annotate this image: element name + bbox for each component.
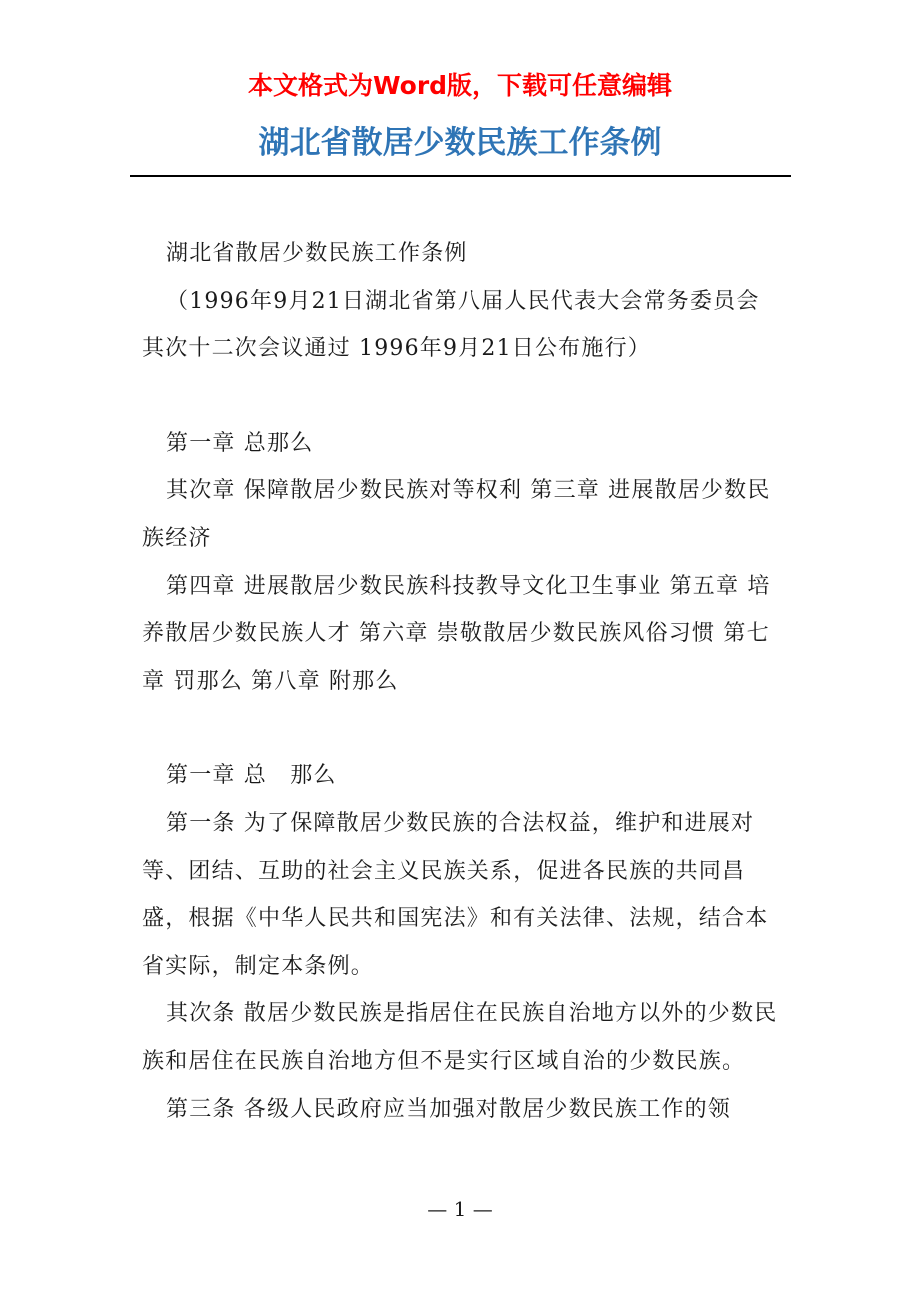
document-body [142,230,782,1133]
article-1: 第一条 为了保障散居少数民族的合法权益，维护和进展对等、团结、互助的社会主义民族关系，促进各民族的共同昌盛，根据《中华人民共和国宪法》和有关法律、法规，结合本省实际，制定本条例。 [142,810,769,979]
spacer [142,373,782,420]
body-paragraph-heading: 湖北省散居少数民族工作条例 [166,241,468,266]
article-2: 其次条 散居少数民族是指居住在民族自治地方以外的少数民族和居住在民族自治地方但不是实行区域自治的少数民族。 [142,1001,778,1074]
download-banner: 本文格式为Word版，下载可任意编辑 [247,71,673,100]
article-3: 第三条 各级人民政府应当加强对散居少数民族工作的领 [166,1096,731,1122]
toc-chapter-1: 第一章 总那么 [166,430,314,456]
document-title: 湖北省散居少数民族工作条例 [258,125,662,161]
spacer [142,705,782,752]
chapter-1-heading: 第一章 总 那么 [166,763,337,789]
body-paragraph-adoption-note: （1996年9月21日湖北省第八届人民代表大会常务委员会其次十二次会议通过 1996年9月21日公布施行） [142,288,760,362]
toc-chapters-4-8: 第四章 进展散居少数民族科技教导文化卫生事业 第五章 培养散居少数民族人才 第六章 崇敬散居少数民族风俗习惯 第七章 罚那么 第八章 附那么 [142,573,771,694]
page-number: — 1 — [427,1197,493,1221]
toc-chapters-2-3: 其次章 保障散居少数民族对等权利 第三章 进展散居少数民族经济 [142,478,771,551]
title-divider [130,175,791,177]
